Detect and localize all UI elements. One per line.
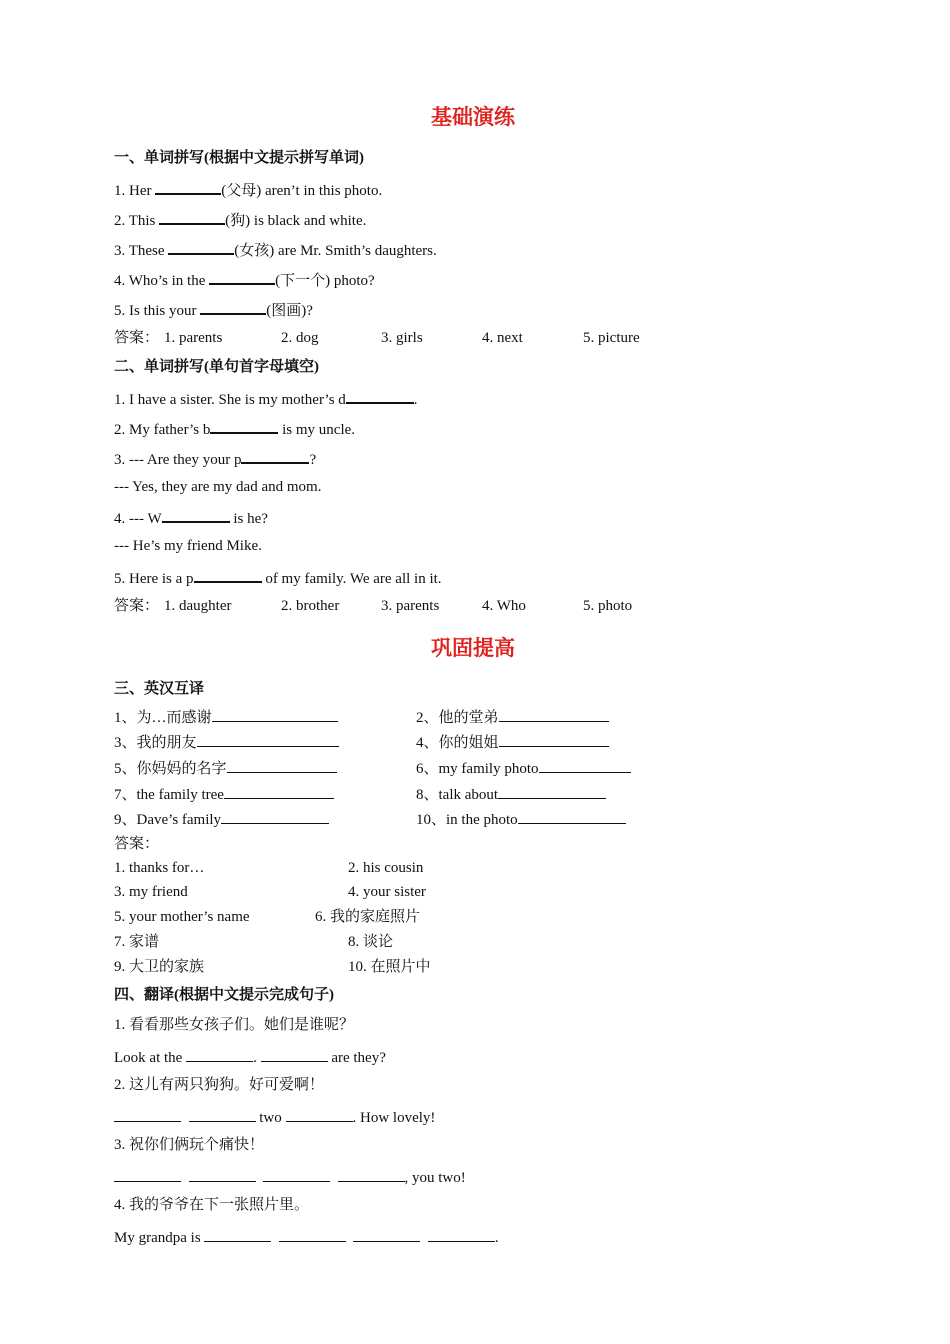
answer-blank[interactable] [210, 417, 278, 434]
translation-answer-line: Look at the . are they? [114, 1046, 386, 1068]
question-2: 2. This (狗) is black and white. [114, 208, 366, 231]
answer-blank[interactable] [346, 387, 414, 404]
section-heading-spelling-cn: 一、单词拼写(根据中文提示拼写单词) [114, 150, 364, 166]
dialogue-line: --- He’s my friend Mike. [114, 538, 262, 554]
translation-prompt: 3. 祝你们俩玩个痛快！ [114, 1137, 265, 1153]
answer-blank[interactable] [194, 566, 262, 583]
answer-blank[interactable] [498, 783, 606, 799]
answer-blank[interactable] [197, 731, 339, 747]
answer-blank[interactable] [221, 808, 329, 824]
answer-blank[interactable] [286, 1106, 353, 1122]
answer-item: 3. parents [381, 598, 440, 614]
answer-item: 1. parents [164, 330, 223, 346]
translation-answer-line: two . How lovely! [114, 1106, 435, 1128]
translation-item: 6、my family photo [416, 757, 631, 779]
answer-item: 2. brother [281, 598, 340, 614]
question-9: 4. --- W is he? [114, 506, 268, 529]
answer-label: 答案： [114, 330, 160, 346]
translation-answer-line: , you two! [114, 1166, 466, 1188]
answer-item: 5. photo [583, 598, 633, 614]
answer-label: 答案： [114, 836, 160, 852]
section-title-consolidate: 巩固提高 [431, 636, 515, 660]
question-3: 3. These (女孩) are Mr. Smith’s daughters. [114, 238, 437, 261]
answer-blank[interactable] [189, 1106, 256, 1122]
answer-item: 2. his cousin [348, 860, 424, 876]
question-5: 5. Is this your (图画)? [114, 298, 313, 321]
answer-blank[interactable] [338, 1166, 405, 1182]
answer-blank[interactable] [159, 208, 225, 225]
answer-item: 3. my friend [114, 884, 188, 900]
answer-blank[interactable] [353, 1226, 420, 1242]
answer-label: 答案： [114, 598, 160, 614]
answer-item: 8. 谈论 [348, 934, 394, 950]
translation-prompt: 4. 我的爷爷在下一张照片里。 [114, 1197, 310, 1213]
answer-item: 5. picture [583, 330, 640, 346]
answer-item: 4. Who [482, 598, 526, 614]
answer-item: 1. thanks for… [114, 860, 205, 876]
question-4: 4. Who’s in the (下一个) photo? [114, 268, 375, 291]
answer-blank[interactable] [499, 731, 609, 747]
answer-item: 7. 家谱 [114, 934, 160, 950]
translation-item: 5、你妈妈的名字 [114, 757, 337, 779]
answer-blank[interactable] [518, 808, 626, 824]
translation-item: 10、in the photo [416, 808, 626, 830]
section-heading-initial-letter: 二、单词拼写(单句首字母填空) [114, 359, 319, 375]
answer-blank[interactable] [162, 506, 230, 523]
dialogue-line: --- Yes, they are my dad and mom. [114, 479, 322, 495]
answer-item: 6. 我的家庭照片 [315, 909, 421, 925]
answer-blank[interactable] [539, 757, 631, 773]
answer-blank[interactable] [263, 1166, 330, 1182]
answer-blank[interactable] [224, 783, 334, 799]
answer-blank[interactable] [227, 757, 337, 773]
answer-blank[interactable] [428, 1226, 495, 1242]
answer-blank[interactable] [186, 1046, 253, 1062]
translation-item: 4、你的姐姐 [416, 731, 609, 753]
answer-blank[interactable] [261, 1046, 328, 1062]
answer-item: 4. your sister [348, 884, 426, 900]
answer-blank[interactable] [189, 1166, 256, 1182]
answer-blank[interactable] [212, 706, 338, 722]
answer-blank[interactable] [209, 268, 275, 285]
question-1: 1. Her (父母) aren’t in this photo. [114, 178, 382, 201]
translation-item: 3、我的朋友 [114, 731, 339, 753]
answer-item: 10. 在照片中 [348, 959, 431, 975]
question-7: 2. My father’s b is my uncle. [114, 417, 355, 440]
question-10: 5. Here is a p of my family. We are all in it. [114, 566, 442, 589]
answer-blank[interactable] [499, 706, 609, 722]
answer-blank[interactable] [114, 1106, 181, 1122]
translation-item: 7、the family tree [114, 783, 334, 805]
answer-item: 9. 大卫的家族 [114, 959, 205, 975]
answer-blank[interactable] [204, 1226, 271, 1242]
answer-item: 3. girls [381, 330, 423, 346]
question-6: 1. I have a sister. She is my mother’s d . [114, 387, 418, 410]
translation-item: 2、他的堂弟 [416, 706, 609, 728]
translation-item: 9、Dave’s family [114, 808, 329, 830]
section-heading-sentence-translation: 四、翻译(根据中文提示完成句子) [114, 987, 334, 1003]
answer-item: 2. dog [281, 330, 319, 346]
answer-item: 4. next [482, 330, 523, 346]
answer-blank[interactable] [155, 178, 221, 195]
translation-prompt: 1. 看看那些女孩子们。她们是谁呢？ [114, 1017, 355, 1033]
translation-answer-line: My grandpa is . [114, 1226, 499, 1248]
section-heading-translation-pairs: 三、英汉互译 [114, 681, 205, 697]
translation-item: 8、talk about [416, 783, 606, 805]
answer-blank[interactable] [114, 1166, 181, 1182]
answer-item: 1. daughter [164, 598, 232, 614]
section-title-basic: 基础演练 [431, 105, 515, 129]
translation-item: 1、为…而感谢 [114, 706, 338, 728]
translation-prompt: 2. 这儿有两只狗狗。好可爱啊！ [114, 1077, 325, 1093]
answer-blank[interactable] [200, 298, 266, 315]
question-8: 3. --- Are they your p ? [114, 447, 316, 470]
answer-item: 5. your mother’s name [114, 909, 250, 925]
answer-blank[interactable] [168, 238, 234, 255]
answer-blank[interactable] [279, 1226, 346, 1242]
answer-blank[interactable] [241, 447, 309, 464]
